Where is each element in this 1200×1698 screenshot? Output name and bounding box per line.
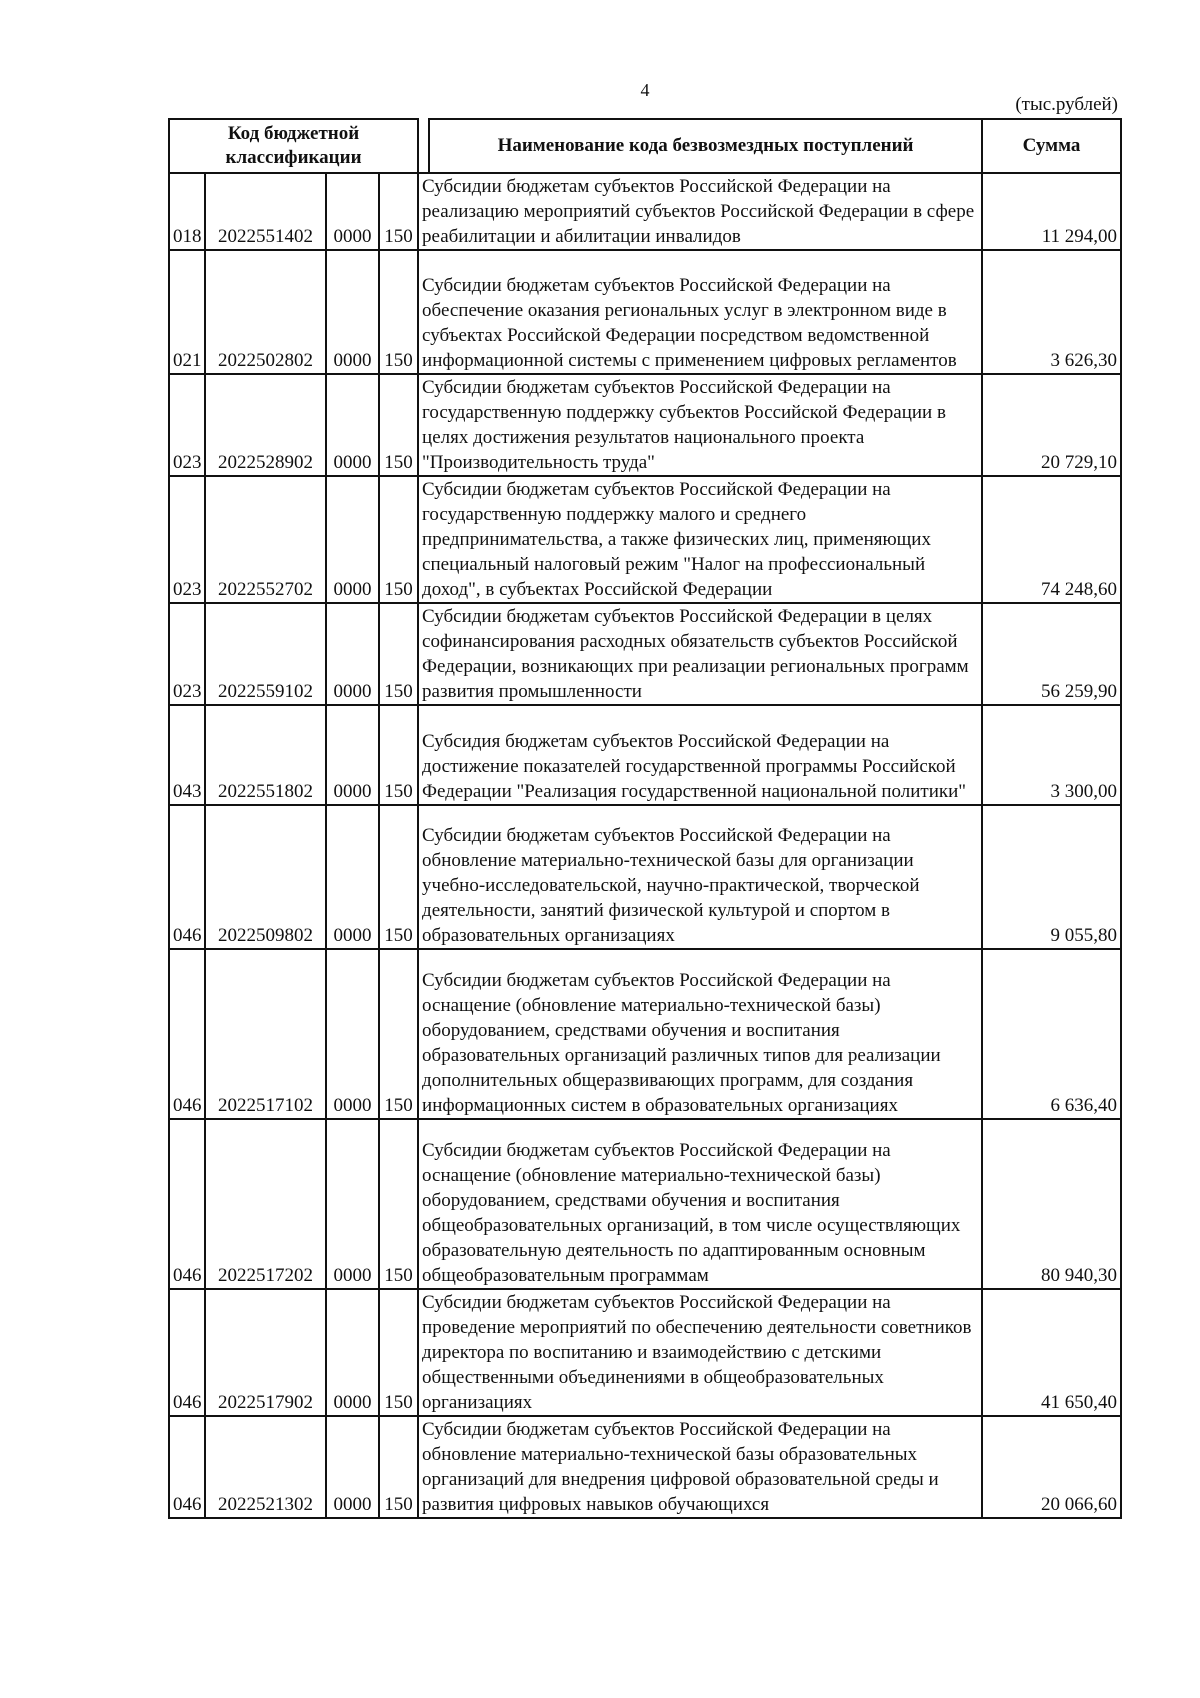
page-number: 4 bbox=[640, 80, 650, 100]
revenue-code-cell: 2022559102 bbox=[205, 603, 326, 705]
table-header-row bbox=[169, 119, 1121, 173]
revenue-code-cell: 2022517902 bbox=[205, 1289, 326, 1416]
kosgu-code-cell: 150 bbox=[379, 173, 418, 250]
sum-cell: 20 729,10 bbox=[982, 374, 1121, 476]
program-code-cell: 0000 bbox=[326, 1416, 379, 1518]
revenue-name-cell: Субсидии бюджетам субъектов Российской Федерации на реализацию мероприятий субъектов Российской Федерации в сфере реабилитации и абилитации инвалидов bbox=[418, 173, 982, 250]
revenue-name-cell: Субсидия бюджетам субъектов Российской Федерации на достижение показателей государственной программы Российской Федерации "Реализация государственной национальной политики" bbox=[418, 705, 982, 805]
sum-cell: 80 940,30 bbox=[982, 1119, 1121, 1289]
budget-revenue-table bbox=[168, 118, 1122, 1519]
revenue-code-cell: 2022551402 bbox=[205, 173, 326, 250]
header-code: Код бюджетной классификации bbox=[169, 119, 418, 173]
program-code-cell: 0000 bbox=[326, 1119, 379, 1289]
admin-code-cell: 046 bbox=[169, 1289, 205, 1416]
revenue-code-cell: 2022551802 bbox=[205, 705, 326, 805]
table-row bbox=[169, 603, 1121, 705]
revenue-name-cell: Субсидии бюджетам субъектов Российской Федерации на государственную поддержку малого и среднего предпринимательства, а также физических лиц, применяющих специальный налоговый режим "Налог на профессиональный доход", в субъектах Российской Федерации bbox=[418, 476, 982, 603]
sum-cell: 3 626,30 bbox=[982, 250, 1121, 374]
admin-code-cell: 046 bbox=[169, 1416, 205, 1518]
sum-cell: 3 300,00 bbox=[982, 705, 1121, 805]
sum-cell: 11 294,00 bbox=[982, 173, 1121, 250]
program-code-cell: 0000 bbox=[326, 476, 379, 603]
admin-code-cell: 023 bbox=[169, 476, 205, 603]
revenue-name-cell: Субсидии бюджетам субъектов Российской Федерации в целях софинансирования расходных обязательств субъектов Российской Федерации, возникающих при реализации региональных программ развития промышленности bbox=[418, 603, 982, 705]
program-code-cell: 0000 bbox=[326, 250, 379, 374]
program-code-cell: 0000 bbox=[326, 805, 379, 949]
admin-code-cell: 046 bbox=[169, 805, 205, 949]
revenue-name-cell: Субсидии бюджетам субъектов Российской Федерации на обновление материально-технической базы для организации учебно-исследовательской, научно-практической, творческой деятельности, занятий физической культурой и спортом в образовательных организациях bbox=[418, 805, 982, 949]
kosgu-code-cell: 150 bbox=[379, 949, 418, 1119]
revenue-name-cell: Субсидии бюджетам субъектов Российской Федерации на оснащение (обновление материально-технической базы) оборудованием, средствами обучения и воспитания образовательных организаций различных типов для реализации дополнительных общеразвивающих программ, для создания информационных систем в образовательных организациях bbox=[418, 949, 982, 1119]
kosgu-code-cell: 150 bbox=[379, 374, 418, 476]
sum-cell: 6 636,40 bbox=[982, 949, 1121, 1119]
revenue-code-cell: 2022552702 bbox=[205, 476, 326, 603]
admin-code-cell: 018 bbox=[169, 173, 205, 250]
admin-code-cell: 023 bbox=[169, 603, 205, 705]
kosgu-code-cell: 150 bbox=[379, 1289, 418, 1416]
kosgu-code-cell: 150 bbox=[379, 476, 418, 603]
program-code-cell: 0000 bbox=[326, 173, 379, 250]
kosgu-code-cell: 150 bbox=[379, 250, 418, 374]
revenue-code-cell: 2022502802 bbox=[205, 250, 326, 374]
sum-cell: 56 259,90 bbox=[982, 603, 1121, 705]
kosgu-code-cell: 150 bbox=[379, 705, 418, 805]
sum-cell: 20 066,60 bbox=[982, 1416, 1121, 1518]
table-row bbox=[169, 705, 1121, 805]
revenue-code-cell: 2022528902 bbox=[205, 374, 326, 476]
revenue-name-cell: Субсидии бюджетам субъектов Российской Федерации на государственную поддержку субъектов Российской Федерации в целях достижения результатов национального проекта "Производительность труда" bbox=[418, 374, 982, 476]
table-row bbox=[169, 949, 1121, 1119]
kosgu-code-cell: 150 bbox=[379, 603, 418, 705]
program-code-cell: 0000 bbox=[326, 374, 379, 476]
program-code-cell: 0000 bbox=[326, 949, 379, 1119]
revenue-code-cell: 2022517202 bbox=[205, 1119, 326, 1289]
table-row bbox=[169, 250, 1121, 374]
table-row bbox=[169, 476, 1121, 603]
admin-code-cell: 021 bbox=[169, 250, 205, 374]
revenue-name-cell: Субсидии бюджетам субъектов Российской Федерации на оснащение (обновление материально-технической базы) оборудованием, средствами обучения и воспитания общеобразовательных организаций, в том числе осуществляющих образовательную деятельность по адаптированным основным общеобразовательным программам bbox=[418, 1119, 982, 1289]
revenue-code-cell: 2022509802 bbox=[205, 805, 326, 949]
table-row bbox=[169, 374, 1121, 476]
program-code-cell: 0000 bbox=[326, 1289, 379, 1416]
table-row bbox=[169, 1289, 1121, 1416]
kosgu-code-cell: 150 bbox=[379, 1119, 418, 1289]
sum-cell: 74 248,60 bbox=[982, 476, 1121, 603]
table-row bbox=[169, 1416, 1121, 1518]
revenue-code-cell: 2022521302 bbox=[205, 1416, 326, 1518]
admin-code-cell: 046 bbox=[169, 949, 205, 1119]
kosgu-code-cell: 150 bbox=[379, 805, 418, 949]
revenue-name-cell: Субсидии бюджетам субъектов Российской Федерации на обеспечение оказания региональных услуг в электронном виде в субъектах Российской Федерации посредством ведомственной информационной системы с применением цифровых регламентов bbox=[418, 250, 982, 374]
header-name: Наименование кода безвозмездных поступлений bbox=[429, 119, 982, 173]
kosgu-code-cell: 150 bbox=[379, 1416, 418, 1518]
table-row bbox=[169, 805, 1121, 949]
admin-code-cell: 023 bbox=[169, 374, 205, 476]
program-code-cell: 0000 bbox=[326, 705, 379, 805]
program-code-cell: 0000 bbox=[326, 603, 379, 705]
admin-code-cell: 043 bbox=[169, 705, 205, 805]
revenue-name-cell: Субсидии бюджетам субъектов Российской Федерации на обновление материально-технической базы образовательных организаций для внедрения цифровой образовательной среды и развития цифровых навыков обучающихся bbox=[418, 1416, 982, 1518]
revenue-name-cell: Субсидии бюджетам субъектов Российской Федерации на проведение мероприятий по обеспечению деятельности советников директора по воспитанию и взаимодействию с детскими общественными объединениями в общеобразовательных организациях bbox=[418, 1289, 982, 1416]
header-sum: Сумма bbox=[982, 119, 1121, 173]
revenue-code-cell: 2022517102 bbox=[205, 949, 326, 1119]
sum-cell: 41 650,40 bbox=[982, 1289, 1121, 1416]
header-gap bbox=[418, 119, 429, 173]
admin-code-cell: 046 bbox=[169, 1119, 205, 1289]
table-body bbox=[169, 173, 1121, 1518]
units-label: (тыс.рублей) bbox=[1015, 94, 1118, 115]
table-row bbox=[169, 173, 1121, 250]
table-row bbox=[169, 1119, 1121, 1289]
sum-cell: 9 055,80 bbox=[982, 805, 1121, 949]
